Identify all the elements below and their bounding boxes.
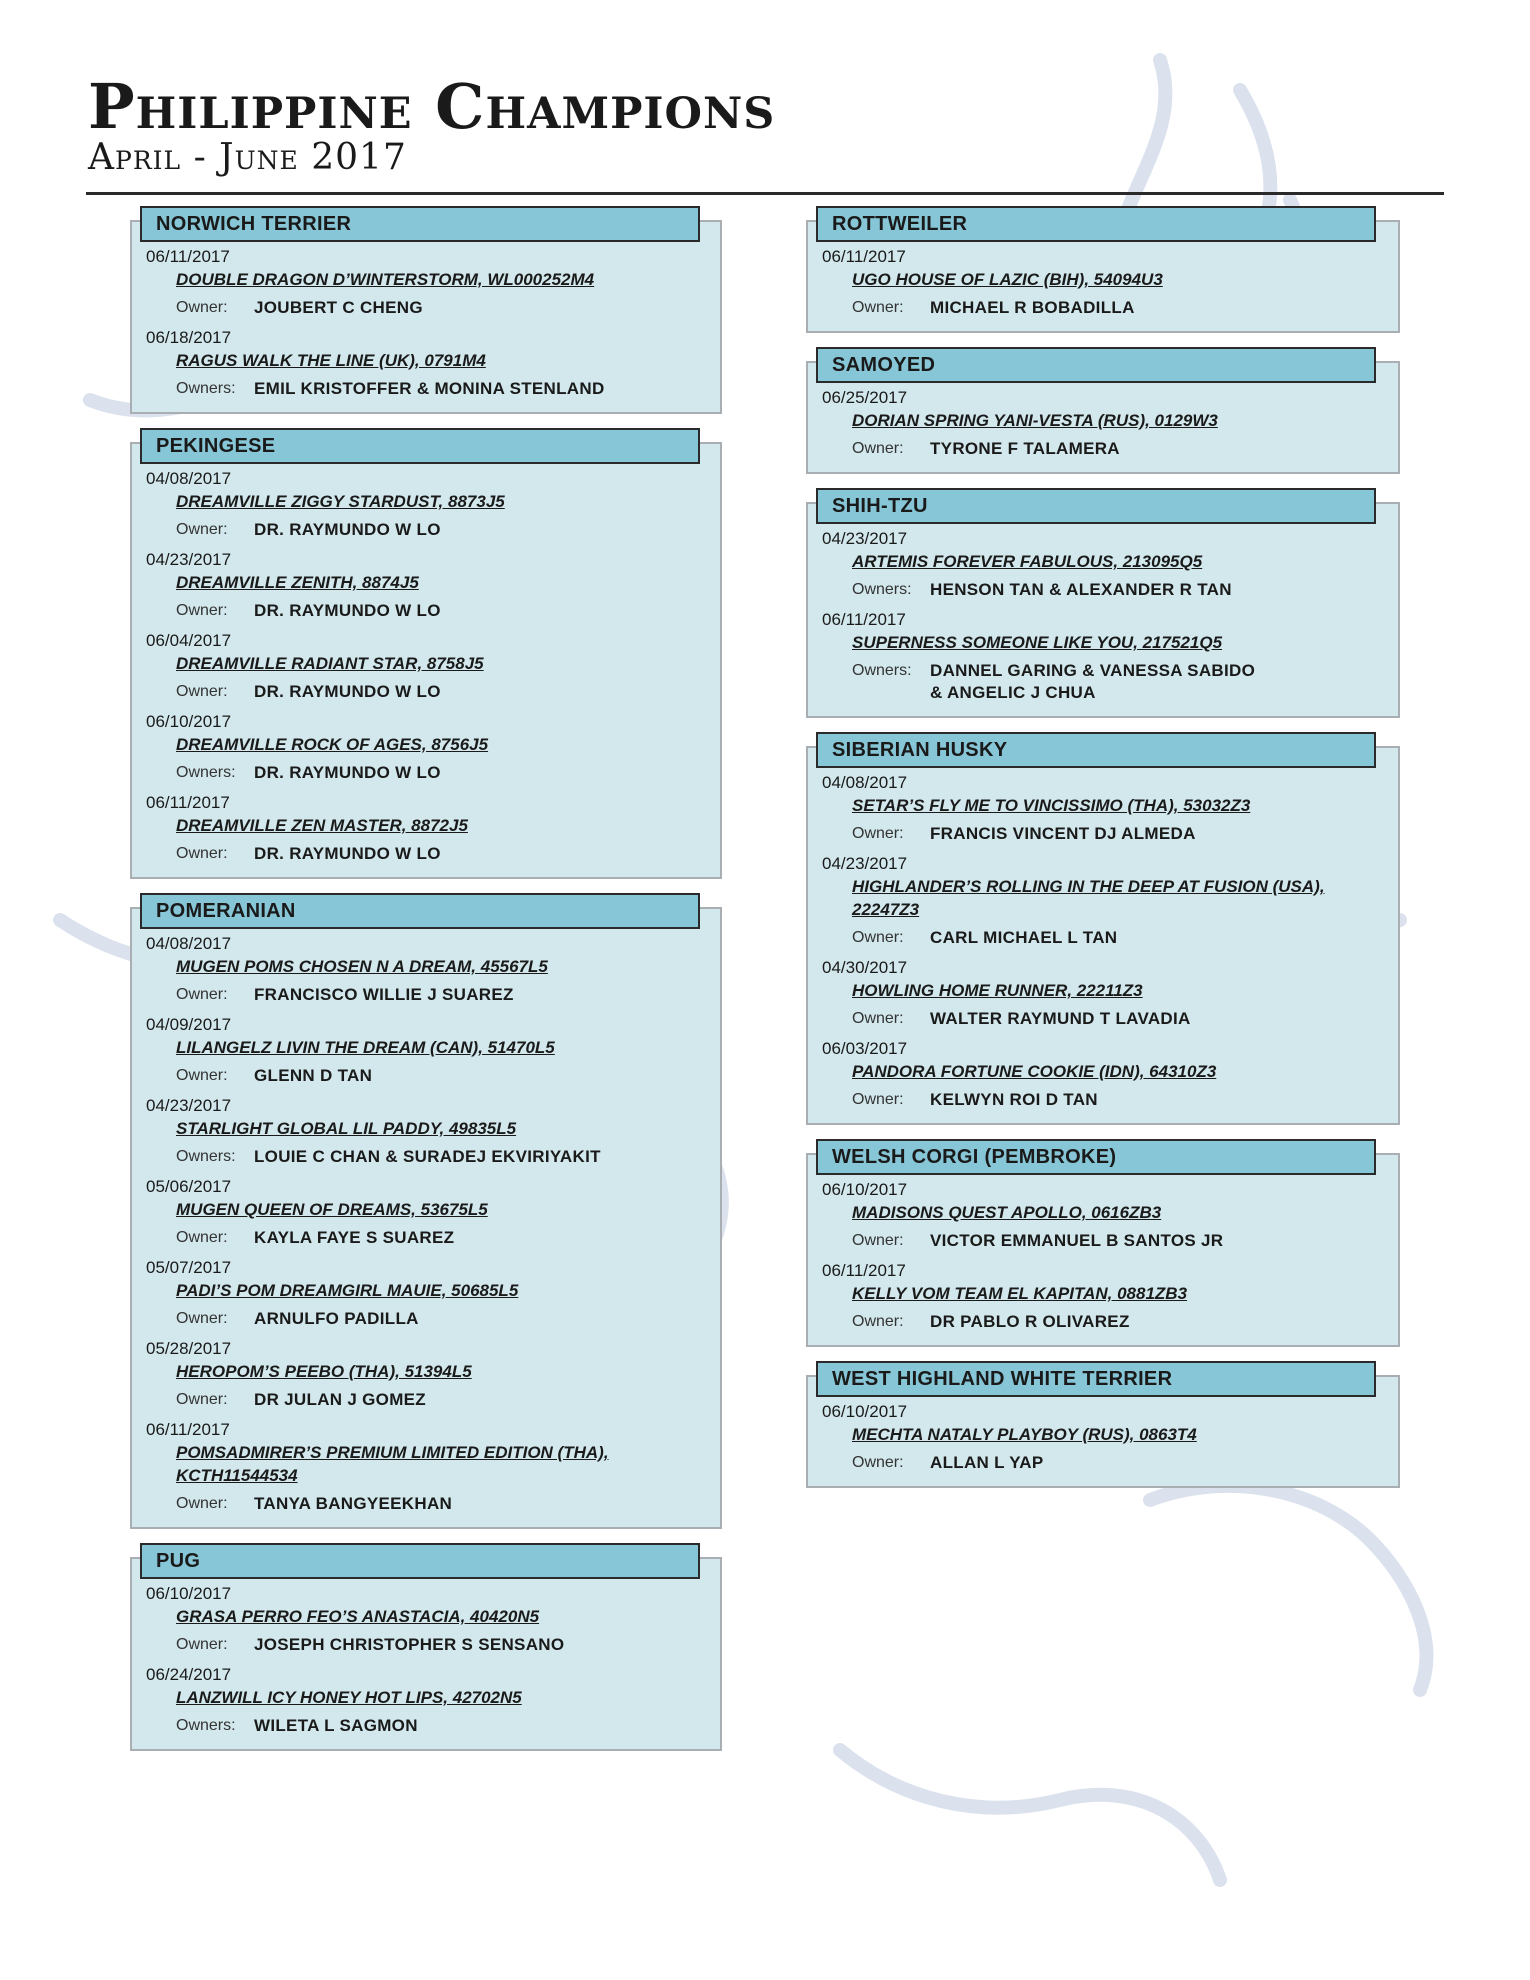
champion-date: 06/11/2017 bbox=[822, 1261, 906, 1280]
breed-header: SIBERIAN HUSKY bbox=[816, 732, 1376, 768]
champion-entry bbox=[822, 609, 1388, 704]
owner-name: LOUIE C CHAN & SURADEJ EKVIRIYAKIT bbox=[254, 1147, 601, 1166]
dog-name: ARTEMIS FOREVER FABULOUS, 213095Q5 bbox=[852, 552, 1203, 571]
champion-date: 04/23/2017 bbox=[146, 1096, 232, 1115]
owner-label: Owner: bbox=[176, 986, 228, 1003]
breed-header: ROTTWEILER bbox=[816, 206, 1376, 242]
owner-name-wrap bbox=[930, 297, 1135, 319]
breed-header: SHIH-TZU bbox=[816, 488, 1376, 524]
owner-name: FRANCIS VINCENT DJ ALMEDA bbox=[930, 824, 1196, 843]
champion-entry bbox=[146, 711, 710, 784]
owner-label: Owner: bbox=[176, 1310, 228, 1327]
owner-name: DANNEL GARING & VANESSA SABIDO bbox=[930, 661, 1256, 680]
breed-section bbox=[130, 1543, 722, 1751]
champion-entry bbox=[822, 528, 1388, 601]
dog-name: DREAMVILLE ZENITH, 8874J5 bbox=[176, 573, 419, 592]
dog-name: PADI’S POM DREAMGIRL MAUIE, 50685L5 bbox=[176, 1281, 519, 1300]
owner-row bbox=[176, 762, 710, 784]
owner-name: DR. RAYMUNDO W LO bbox=[254, 682, 441, 701]
dog-name: DOUBLE DRAGON D’WINTERSTORM, WL000252M4 bbox=[176, 270, 595, 289]
champion-date: 04/09/2017 bbox=[146, 1015, 232, 1034]
champion-date: 06/11/2017 bbox=[146, 1420, 230, 1439]
owner-name: DR PABLO R OLIVAREZ bbox=[930, 1312, 1130, 1331]
owner-name: FRANCISCO WILLIE J SUAREZ bbox=[254, 985, 514, 1004]
champion-date: 05/28/2017 bbox=[146, 1339, 232, 1358]
owner-row bbox=[176, 297, 710, 319]
owner-name-line2: & ANGELIC J CHUA bbox=[930, 683, 1096, 702]
owner-label: Owner: bbox=[176, 1636, 228, 1653]
owner-label: Owner: bbox=[852, 1232, 904, 1249]
owner-name: JOUBERT C CHENG bbox=[254, 298, 423, 317]
breed-section bbox=[806, 347, 1400, 474]
champion-entry bbox=[146, 1014, 710, 1087]
dog-name: MUGEN QUEEN OF DREAMS, 53675L5 bbox=[176, 1200, 488, 1219]
champion-entry bbox=[146, 1419, 710, 1515]
owner-name-wrap bbox=[254, 1308, 419, 1330]
dog-name: DREAMVILLE ROCK OF AGES, 8756J5 bbox=[176, 735, 489, 754]
dog-name: MADISONS QUEST APOLLO, 0616ZB3 bbox=[852, 1203, 1162, 1222]
breed-header: SAMOYED bbox=[816, 347, 1376, 383]
dog-name: MECHTA NATALY PLAYBOY (RUS), 0863T4 bbox=[852, 1425, 1197, 1444]
breed-box bbox=[130, 220, 722, 414]
dog-name: MUGEN POMS CHOSEN N A DREAM, 45567L5 bbox=[176, 957, 548, 976]
breed-section bbox=[806, 1361, 1400, 1488]
champion-entry bbox=[146, 1176, 710, 1249]
dog-name: SETAR’S FLY ME TO VINCISSIMO (THA), 53032Z3 bbox=[852, 796, 1251, 815]
dog-name: UGO HOUSE OF LAZIC (BIH), 54094U3 bbox=[852, 270, 1163, 289]
breed-header: POMERANIAN bbox=[140, 893, 700, 929]
breed-header: WELSH CORGI (PEMBROKE) bbox=[816, 1139, 1376, 1175]
breed-section bbox=[806, 488, 1400, 718]
owner-name-wrap bbox=[930, 1230, 1223, 1252]
dog-name: SUPERNESS SOMEONE LIKE YOU, 217521Q5 bbox=[852, 633, 1223, 652]
champion-date: 06/24/2017 bbox=[146, 1665, 232, 1684]
owner-label: Owner: bbox=[176, 1391, 228, 1408]
dog-name: HEROPOM’S PEEBO (THA), 51394L5 bbox=[176, 1362, 472, 1381]
owner-row bbox=[852, 1089, 1388, 1111]
breed-section bbox=[806, 1139, 1400, 1347]
owner-name-wrap bbox=[254, 519, 441, 541]
owner-label: Owner: bbox=[176, 602, 228, 619]
champion-entry bbox=[146, 1095, 710, 1168]
owner-name-wrap bbox=[254, 1065, 372, 1087]
dog-name: GRASA PERRO FEO’S ANASTACIA, 40420N5 bbox=[176, 1607, 540, 1626]
breed-section bbox=[130, 893, 722, 1529]
champion-date: 04/08/2017 bbox=[146, 469, 232, 488]
champion-entry bbox=[822, 1038, 1388, 1111]
dog-name: DREAMVILLE RADIANT STAR, 8758J5 bbox=[176, 654, 484, 673]
owner-name-wrap bbox=[254, 378, 605, 400]
champion-entry bbox=[822, 772, 1388, 845]
owner-label: Owners: bbox=[176, 764, 236, 781]
champion-date: 06/10/2017 bbox=[146, 1584, 232, 1603]
owner-row bbox=[176, 1715, 710, 1737]
champion-entry bbox=[822, 957, 1388, 1030]
champion-entry bbox=[822, 1401, 1388, 1474]
owner-label: Owner: bbox=[852, 825, 904, 842]
owner-name-wrap bbox=[930, 579, 1232, 601]
champion-date: 06/04/2017 bbox=[146, 631, 232, 650]
owner-row bbox=[852, 1230, 1388, 1252]
champion-date: 05/07/2017 bbox=[146, 1258, 232, 1277]
owner-name: EMIL KRISTOFFER & MONINA STENLAND bbox=[254, 379, 605, 398]
champion-entry bbox=[822, 387, 1388, 460]
owner-row bbox=[176, 984, 710, 1006]
owner-name: TYRONE F TALAMERA bbox=[930, 439, 1120, 458]
breed-box bbox=[130, 907, 722, 1529]
champion-entry bbox=[146, 1257, 710, 1330]
dog-name: HIGHLANDER’S ROLLING IN THE DEEP AT FUSION (USA), 22247Z3 bbox=[852, 877, 1325, 919]
owner-row bbox=[176, 1389, 710, 1411]
champion-date: 06/10/2017 bbox=[146, 712, 232, 731]
header-divider bbox=[86, 192, 1444, 195]
owner-name: HENSON TAN & ALEXANDER R TAN bbox=[930, 580, 1232, 599]
owner-name-wrap bbox=[254, 984, 514, 1006]
owner-name-wrap bbox=[930, 1452, 1044, 1474]
dog-name: DORIAN SPRING YANI-VESTA (RUS), 0129W3 bbox=[852, 411, 1218, 430]
owner-label: Owner: bbox=[852, 1313, 904, 1330]
owner-row bbox=[176, 1493, 710, 1515]
champion-entry bbox=[822, 1179, 1388, 1252]
champion-date: 04/23/2017 bbox=[822, 529, 908, 548]
owner-label: Owner: bbox=[176, 299, 228, 316]
owner-row bbox=[852, 579, 1388, 601]
owner-row bbox=[852, 1311, 1388, 1333]
owner-name-wrap bbox=[254, 1227, 454, 1249]
breed-box bbox=[806, 502, 1400, 718]
champion-date: 04/08/2017 bbox=[822, 773, 908, 792]
dog-name: KELLY VOM TEAM EL KAPITAN, 0881ZB3 bbox=[852, 1284, 1188, 1303]
owner-name: WILETA L SAGMON bbox=[254, 1716, 418, 1735]
dog-name: LILANGELZ LIVIN THE DREAM (CAN), 51470L5 bbox=[176, 1038, 555, 1057]
owner-name: WALTER RAYMUND T LAVADIA bbox=[930, 1009, 1191, 1028]
champion-entry bbox=[146, 1338, 710, 1411]
owner-name-wrap bbox=[254, 1389, 426, 1411]
owner-row bbox=[176, 600, 710, 622]
owner-label: Owners: bbox=[176, 1148, 236, 1165]
dog-name: DREAMVILLE ZIGGY STARDUST, 8873J5 bbox=[176, 492, 505, 511]
owner-label: Owner: bbox=[176, 1229, 228, 1246]
owner-name: DR. RAYMUNDO W LO bbox=[254, 601, 441, 620]
breed-box bbox=[806, 1153, 1400, 1347]
owner-label: Owner: bbox=[852, 1091, 904, 1108]
owner-row bbox=[176, 1146, 710, 1168]
owner-name: CARL MICHAEL L TAN bbox=[930, 928, 1118, 947]
breed-header: PUG bbox=[140, 1543, 700, 1579]
owner-row bbox=[176, 1065, 710, 1087]
champion-date: 06/11/2017 bbox=[822, 610, 906, 629]
owner-name: KELWYN ROI D TAN bbox=[930, 1090, 1098, 1109]
champion-date: 04/08/2017 bbox=[146, 934, 232, 953]
dog-name: RAGUS WALK THE LINE (UK), 0791M4 bbox=[176, 351, 486, 370]
champion-entry bbox=[146, 1664, 710, 1737]
owner-label: Owner: bbox=[176, 1495, 228, 1512]
breed-section bbox=[806, 206, 1400, 333]
owner-name-wrap bbox=[254, 600, 441, 622]
breed-box bbox=[130, 442, 722, 879]
page-header bbox=[88, 70, 776, 178]
owner-name-wrap bbox=[254, 762, 441, 784]
champion-date: 05/06/2017 bbox=[146, 1177, 232, 1196]
owner-row bbox=[176, 1634, 710, 1656]
owner-name-wrap bbox=[930, 823, 1196, 845]
left-column bbox=[130, 206, 722, 1765]
owner-row bbox=[176, 519, 710, 541]
dog-name: LANZWILL ICY HONEY HOT LIPS, 42702N5 bbox=[176, 1688, 522, 1707]
champion-entry bbox=[146, 327, 710, 400]
owner-name-wrap bbox=[930, 1008, 1191, 1030]
owner-label: Owners: bbox=[852, 662, 912, 679]
champion-entry bbox=[146, 933, 710, 1006]
owner-name-wrap bbox=[930, 660, 1255, 704]
owner-name: VICTOR EMMANUEL B SANTOS JR bbox=[930, 1231, 1224, 1250]
owner-name: DR. RAYMUNDO W LO bbox=[254, 844, 441, 863]
owner-name: TANYA BANGYEEKHAN bbox=[254, 1494, 453, 1513]
owner-row bbox=[852, 823, 1388, 845]
owner-label: Owner: bbox=[176, 1067, 228, 1084]
champion-date: 04/30/2017 bbox=[822, 958, 908, 977]
owner-name-wrap bbox=[254, 843, 441, 865]
champion-entry bbox=[146, 468, 710, 541]
owner-name: MICHAEL R BOBADILLA bbox=[930, 298, 1135, 317]
owner-name-wrap bbox=[254, 1634, 564, 1656]
owner-row bbox=[852, 1008, 1388, 1030]
owner-label: Owner: bbox=[852, 929, 904, 946]
owner-label: Owners: bbox=[176, 380, 236, 397]
breed-section bbox=[130, 206, 722, 414]
champion-entry bbox=[822, 853, 1388, 949]
owner-name: ALLAN L YAP bbox=[930, 1453, 1044, 1472]
owner-label: Owners: bbox=[176, 1717, 236, 1734]
champion-date: 06/11/2017 bbox=[822, 247, 906, 266]
dog-name: HOWLING HOME RUNNER, 22211Z3 bbox=[852, 981, 1143, 1000]
champion-entry bbox=[146, 549, 710, 622]
champion-entry bbox=[822, 1260, 1388, 1333]
champion-date: 04/23/2017 bbox=[146, 550, 232, 569]
owner-row bbox=[852, 438, 1388, 460]
owner-label: Owners: bbox=[852, 581, 912, 598]
right-column bbox=[806, 206, 1400, 1502]
owner-name: DR. RAYMUNDO W LO bbox=[254, 520, 441, 539]
breed-section bbox=[130, 428, 722, 879]
owner-name: ARNULFO PADILLA bbox=[254, 1309, 419, 1328]
owner-name-wrap bbox=[254, 1146, 601, 1168]
owner-row bbox=[176, 681, 710, 703]
owner-label: Owner: bbox=[852, 1454, 904, 1471]
champion-date: 06/11/2017 bbox=[146, 793, 230, 812]
owner-name-wrap bbox=[930, 1311, 1130, 1333]
breed-section bbox=[806, 732, 1400, 1125]
champion-entry bbox=[146, 246, 710, 319]
owner-row bbox=[176, 843, 710, 865]
breed-box bbox=[806, 746, 1400, 1125]
owner-name: KAYLA FAYE S SUAREZ bbox=[254, 1228, 455, 1247]
champion-date: 06/03/2017 bbox=[822, 1039, 908, 1058]
dog-name: STARLIGHT GLOBAL LIL PADDY, 49835L5 bbox=[176, 1119, 517, 1138]
owner-name: GLENN D TAN bbox=[254, 1066, 373, 1085]
owner-name: JOSEPH CHRISTOPHER S SENSANO bbox=[254, 1635, 565, 1654]
champion-date: 04/23/2017 bbox=[822, 854, 908, 873]
champion-date: 06/10/2017 bbox=[822, 1402, 908, 1421]
owner-name: DR. RAYMUNDO W LO bbox=[254, 763, 441, 782]
page-title: Philippine Champions bbox=[88, 70, 776, 143]
dog-name: PANDORA FORTUNE COOKIE (IDN), 64310Z3 bbox=[852, 1062, 1217, 1081]
champion-entry bbox=[146, 630, 710, 703]
breed-header: PEKINGESE bbox=[140, 428, 700, 464]
owner-name-wrap bbox=[254, 1493, 452, 1515]
owner-label: Owner: bbox=[852, 1010, 904, 1027]
owner-label: Owner: bbox=[852, 440, 904, 457]
owner-name-wrap bbox=[254, 1715, 418, 1737]
champion-date: 06/25/2017 bbox=[822, 388, 908, 407]
owner-name-wrap bbox=[930, 438, 1120, 460]
owner-row bbox=[852, 297, 1388, 319]
dog-name: POMSADMIRER’S PREMIUM LIMITED EDITION (THA), KCTH11544534 bbox=[176, 1443, 609, 1485]
owner-label: Owner: bbox=[852, 299, 904, 316]
champion-entry bbox=[146, 1583, 710, 1656]
breed-header: WEST HIGHLAND WHITE TERRIER bbox=[816, 1361, 1376, 1397]
owner-row bbox=[852, 660, 1388, 704]
owner-label: Owner: bbox=[176, 683, 228, 700]
page-subtitle: April - June 2017 bbox=[88, 137, 407, 178]
owner-label: Owner: bbox=[176, 845, 228, 862]
dog-name: DREAMVILLE ZEN MASTER, 8872J5 bbox=[176, 816, 468, 835]
owner-name-wrap bbox=[254, 297, 423, 319]
owner-row bbox=[852, 1452, 1388, 1474]
owner-label: Owner: bbox=[176, 521, 228, 538]
breed-header: NORWICH TERRIER bbox=[140, 206, 700, 242]
owner-name-wrap bbox=[930, 1089, 1098, 1111]
owner-name-wrap bbox=[254, 681, 441, 703]
owner-name-wrap bbox=[930, 927, 1117, 949]
breed-box bbox=[130, 1557, 722, 1751]
owner-name: DR JULAN J GOMEZ bbox=[254, 1390, 426, 1409]
owner-row bbox=[176, 378, 710, 400]
champion-date: 06/18/2017 bbox=[146, 328, 232, 347]
owner-row bbox=[176, 1308, 710, 1330]
champion-entry bbox=[822, 246, 1388, 319]
champion-entry bbox=[146, 792, 710, 865]
champion-date: 06/10/2017 bbox=[822, 1180, 908, 1199]
owner-row bbox=[176, 1227, 710, 1249]
owner-row bbox=[852, 927, 1388, 949]
champion-date: 06/11/2017 bbox=[146, 247, 230, 266]
